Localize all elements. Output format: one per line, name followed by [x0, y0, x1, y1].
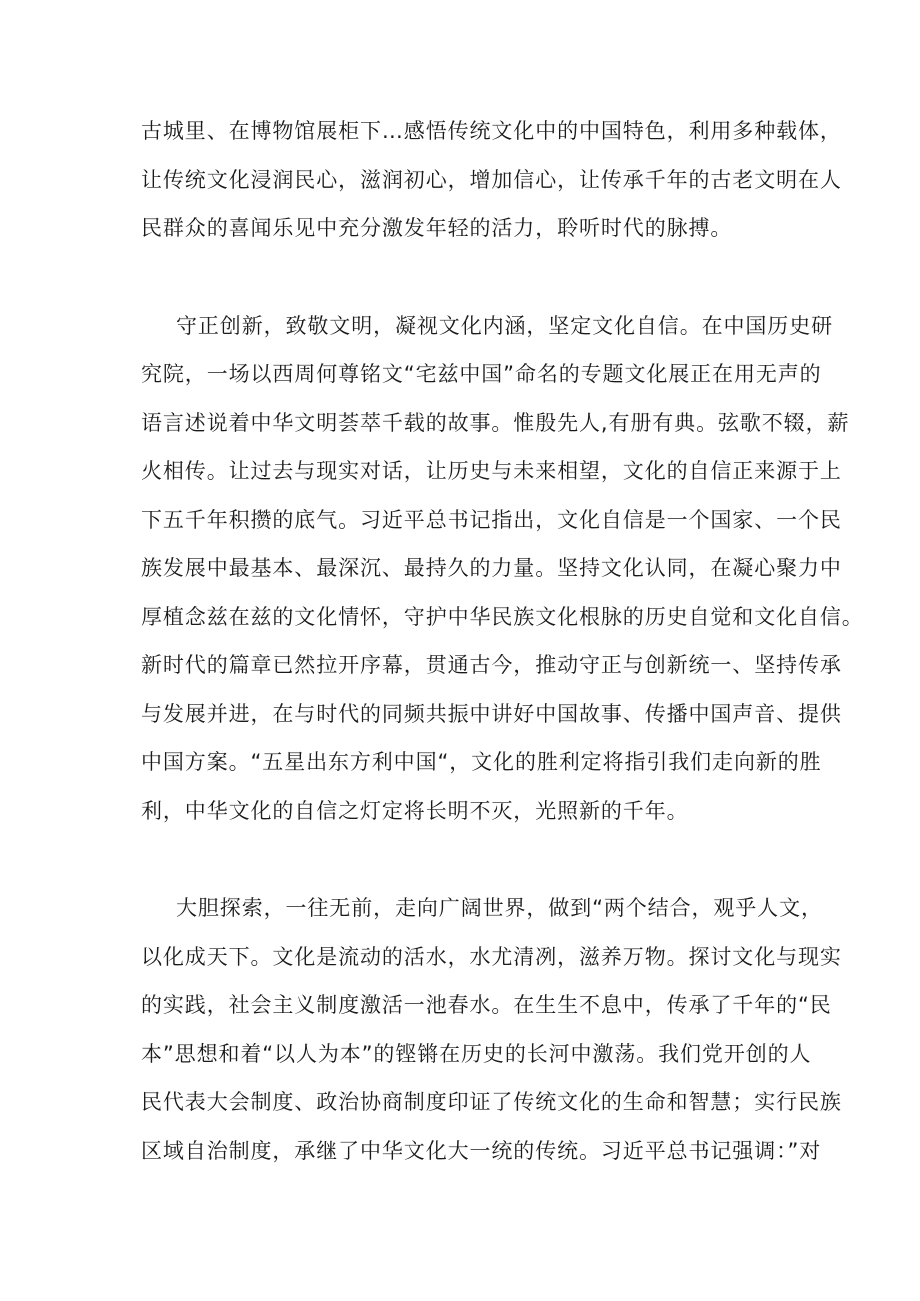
text-line: 民代表大会制度、政治协商制度印证了传统文化的生命和智慧；实行民族	[141, 1090, 842, 1114]
text-line: 与发展并进，在与时代的同频共振中讲好中国故事、传播中国声音、提供	[141, 702, 842, 726]
text-line: 区域自治制度，承继了中华文化大一统的传统。习近平总书记强调：”对	[141, 1139, 822, 1163]
text-line: 本”思想和着“以人为本”的铿锵在历史的长河中激荡。我们党开创的人	[141, 1042, 812, 1066]
text-line: 利，中华文化的自信之灯定将长明不灭，光照新的千年。	[141, 799, 689, 823]
text-line: 究院，一场以西周何尊铭文“宅兹中国”命名的专题文化展正在用无声的	[141, 362, 822, 386]
text-line: 让传统文化浸润民心，滋润初心，增加信心，让传承千年的古老文明在人	[141, 168, 842, 192]
text-line: 新时代的篇章已然拉开序幕，贯通古今，推动守正与创新统一、坚持传承	[141, 653, 842, 677]
text-line: 族发展中最基本、最深沉、最持久的力量。坚持文化认同，在凝心聚力中	[141, 556, 842, 580]
text-line: 大胆探索，一往无前，走向广阔世界，做到“两个结合，观乎人文，	[176, 896, 823, 920]
text-line: 守正创新，致敬文明，凝视文化内涵，坚定文化自信。在中国历史研	[176, 314, 833, 338]
text-line: 语言述说着中华文明荟萃千载的故事。惟殷先人,有册有典。弦歌不辍，薪	[141, 411, 850, 435]
text-line: 古城里、在博物馆展柜下…感悟传统文化中的中国特色，利用多种载体，	[141, 119, 842, 143]
text-line: 的实践，社会主义制度激活一池春水。在生生不息中，传承了千年的“民	[141, 993, 832, 1017]
text-line: 以化成天下。文化是流动的活水，水尤清冽，滋养万物。探讨文化与现实	[141, 945, 842, 969]
text-line: 民群众的喜闻乐见中充分激发年轻的活力，聆听时代的脉搏。	[141, 216, 733, 240]
text-line: 中国方案。“五星出东方利中国“，文化的胜利定将指引我们走向新的胜	[141, 750, 822, 774]
text-line: 下五千年积攒的底气。习近平总书记指出，文化自信是一个国家、一个民	[141, 508, 842, 532]
text-line: 火相传。让过去与现实对话，让历史与未来相望，文化的自信正来源于上	[141, 459, 842, 483]
text-line: 厚植念兹在兹的文化情怀，守护中华民族文化根脉的历史自觉和文化自信。	[141, 605, 864, 629]
